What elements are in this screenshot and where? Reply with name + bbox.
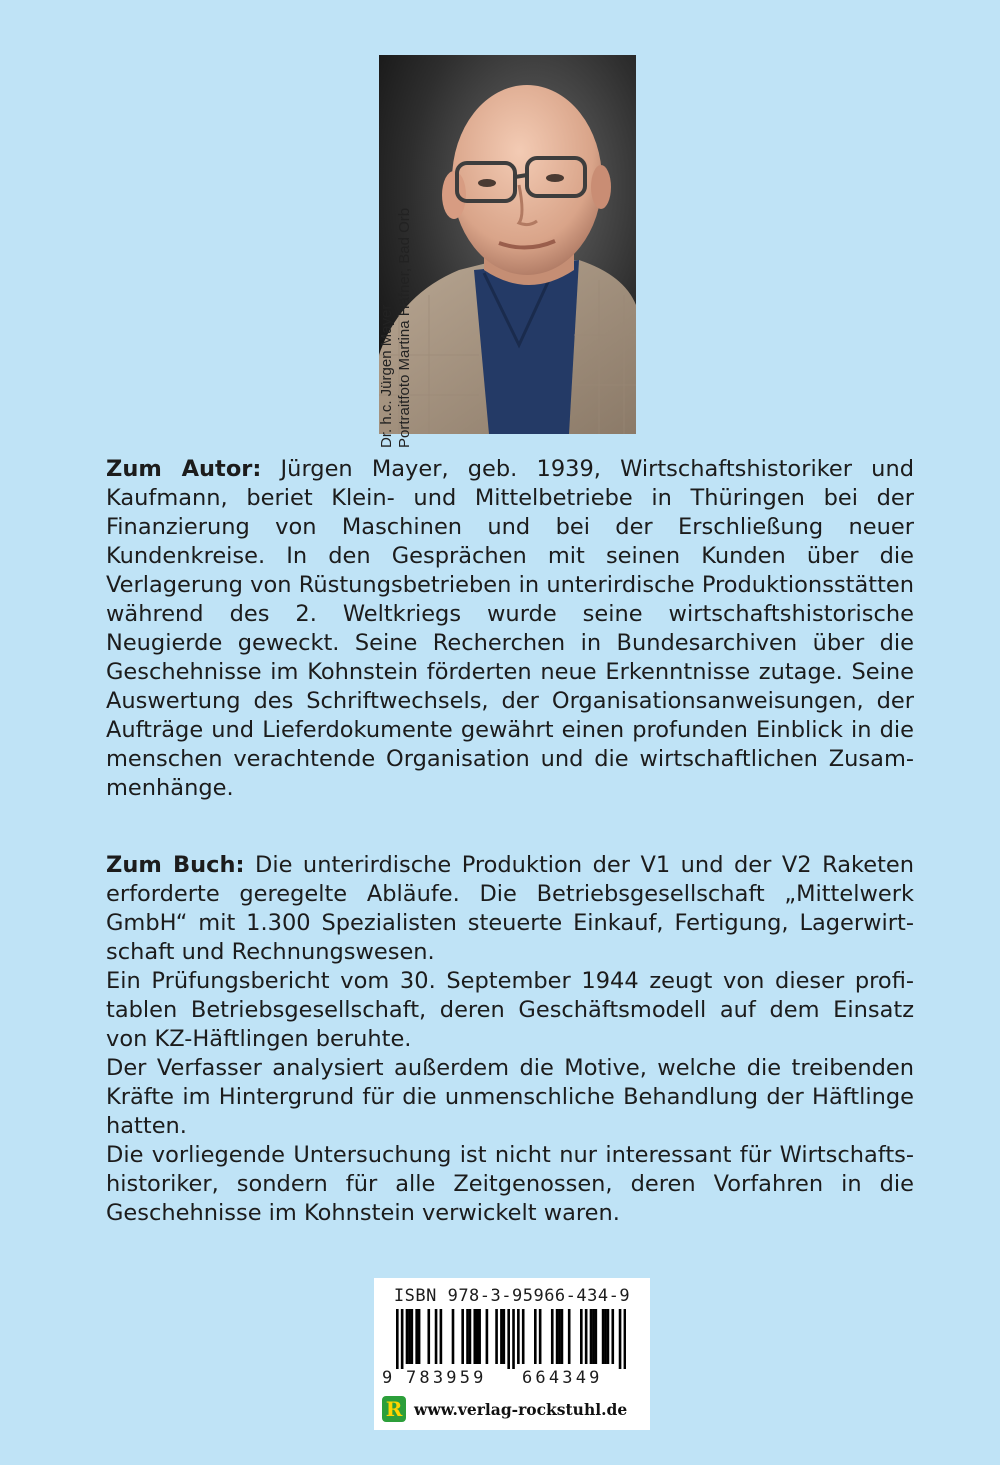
barcode-bar	[486, 1309, 489, 1364]
barcode-bar	[435, 1309, 438, 1364]
barcode-bar	[408, 1309, 411, 1364]
barcode-bar	[469, 1309, 472, 1364]
barcode-bar	[592, 1309, 595, 1364]
book-paragraph-1: Die unterirdische Produktion der V1 und der V2 Raketen erforderte geregelte Abläufe. Die Betriebsgesellschaft „Mittelwerk GmbH“ mit 1.300 Spezialisten steuerte Einkauf, Fertigung, Lagerwirtschaft und Rechnungswesen.	[106, 852, 914, 965]
barcode-bar	[558, 1309, 561, 1364]
barcode-bar	[585, 1309, 588, 1364]
isbn-label: ISBN 978-3-95966-434-9	[393, 1286, 631, 1306]
book-paragraph-4: Die vorliegende Untersuchung ist nicht nur interessant für Wirtschaftshistoriker, sondern für alle Zeitgenossen, deren Vorfahren in die Geschehnisse im Kohnstein verwickelt waren.	[106, 1142, 914, 1226]
barcode-bar	[452, 1309, 455, 1364]
barcode-bar	[476, 1309, 479, 1364]
book-paragraph-3: Der Verfasser analysiert außerdem die Motive, welche die treibenden Kräfte im Hintergrund für die unmenschliche Behandlung der Häftlinge hatten.	[106, 1055, 914, 1139]
barcode-bar	[611, 1309, 614, 1364]
barcode-bar	[595, 1309, 598, 1364]
barcode-bar	[590, 1309, 593, 1364]
barcode-bar	[512, 1309, 515, 1369]
barcode-bar	[411, 1309, 414, 1364]
publisher-url-link[interactable]: www.verlag-rockstuhl.de	[414, 1399, 628, 1419]
author-portrait	[379, 55, 636, 434]
barcode-bar	[551, 1309, 554, 1364]
barcode-bar	[500, 1309, 503, 1364]
book-heading: Zum Buch:	[106, 852, 245, 878]
barcode-bar	[624, 1309, 626, 1369]
barcode-bar	[619, 1309, 622, 1369]
publisher-logo-icon	[382, 1396, 406, 1422]
book-description	[106, 851, 914, 1228]
ean-first-digit: 9	[382, 1368, 393, 1388]
barcode-bar	[495, 1309, 498, 1364]
barcode-bar	[556, 1309, 559, 1364]
barcode-bar	[517, 1309, 520, 1364]
barcode-bar	[415, 1309, 418, 1364]
barcode-bar	[568, 1309, 571, 1364]
barcode-bar	[427, 1309, 430, 1364]
barcode-bar	[539, 1309, 542, 1364]
barcode-bar	[522, 1309, 525, 1364]
portrait-image	[379, 55, 636, 434]
bio-heading: Zum Autor:	[106, 456, 262, 482]
barcode-bar	[607, 1309, 610, 1364]
ean-right-group: 664349	[522, 1368, 603, 1388]
barcode-bar	[466, 1309, 469, 1364]
barcode-bar	[440, 1309, 443, 1364]
barcode-bar	[561, 1309, 564, 1364]
photo-credit	[378, 148, 414, 448]
barcode-bar	[604, 1309, 607, 1364]
barcode-bar	[401, 1309, 404, 1369]
barcode-bar	[580, 1309, 583, 1364]
photo-caption-line-2: Portraitfoto Martina Häfner, Bad Orb	[396, 207, 413, 448]
barcode-bar	[406, 1309, 409, 1364]
barcode-bar	[503, 1309, 506, 1364]
barcode-bar	[396, 1309, 399, 1369]
barcode-bar	[534, 1309, 537, 1364]
barcode-bars	[396, 1309, 626, 1369]
barcode-bar	[418, 1309, 421, 1364]
publisher-logo-letter: R	[385, 1397, 403, 1421]
barcode-bar	[602, 1309, 605, 1364]
author-bio	[106, 455, 914, 803]
book-paragraph-2: Ein Prüfungsbericht vom 30. September 1944 zeugt von dieser profitablen Betriebsgesellschaft, deren Geschäftsmodell auf dem Einsatz von KZ-Häftlingen beruhte.	[106, 968, 914, 1052]
barcode-bar	[478, 1309, 481, 1364]
barcode-bar	[473, 1309, 476, 1364]
barcode-bar	[461, 1309, 464, 1364]
barcode-bar	[507, 1309, 510, 1369]
publisher-line[interactable]	[382, 1395, 644, 1423]
bio-text: Jürgen Mayer, geb. 1939, Wirtschaftshistoriker und Kaufmann, beriet Klein- und Mittelbetriebe in Thüringen bei der Finanzierung von Maschinen und bei der Erschließung neuer Kundenkreise. In den Gesprächen mit seinen Kunden über die Verlagerung von Rüstungsbetrieben in unterirdische Produktionsstätten während des 2. Weltkriegs wurde seine wirtschaftshistorische Neugierde geweckt. Seine Recherchen in Bundesarchiven über die Geschehnisse im Kohnstein förderten neue Erkenntnisse zutage. Seine Auswertung des Schriftwechsels, der Organisationsanweisungen, der Aufträge und Lieferdokumente gewährt einen profunden Einblick in die menschen verachtende Organisation und die wirtschaftlichen Zusammenhänge.	[106, 456, 914, 801]
ean-left-group: 783959	[406, 1368, 487, 1388]
photo-caption-line-1: Dr. h.c. Jürgen Mayer	[378, 304, 395, 448]
isbn-barcode-box	[374, 1278, 650, 1430]
